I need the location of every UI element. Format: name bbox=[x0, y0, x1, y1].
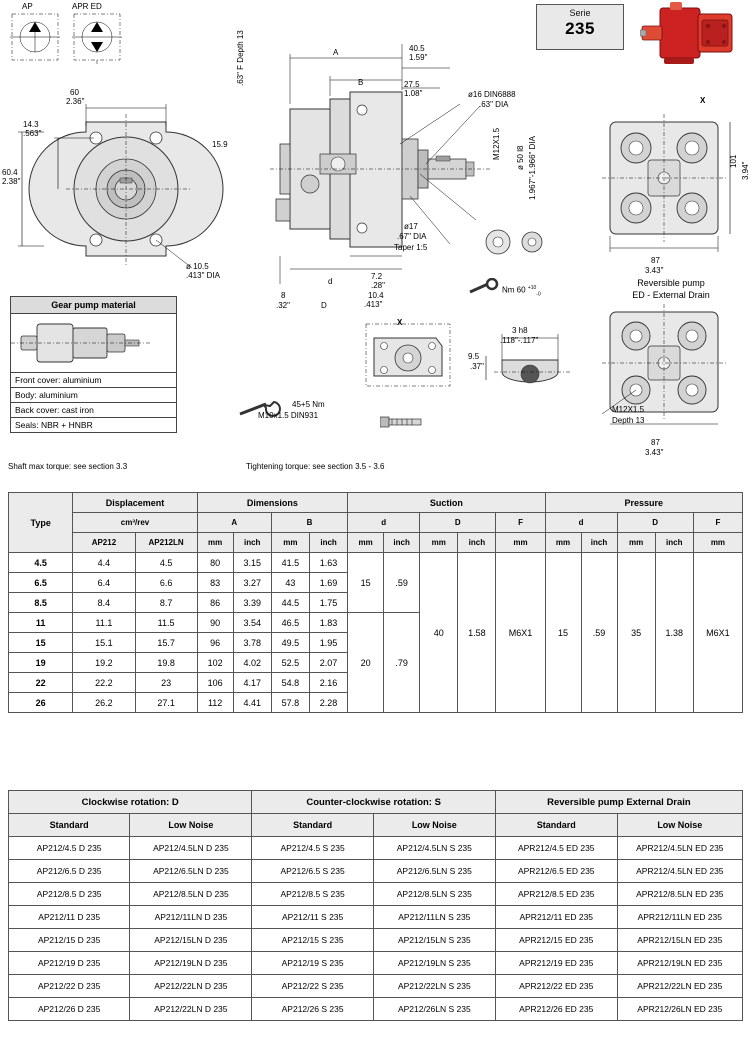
cell-suction-F: M6X1 bbox=[496, 553, 545, 713]
code-ccw-lownoise: AP212/19LN S 235 bbox=[373, 952, 495, 975]
code-ccw-lownoise: AP212/6.5LN S 235 bbox=[373, 860, 495, 883]
dim-nm60: Nm 60 $^{+10}_{-0}$ bbox=[502, 285, 541, 298]
serie-number: 235 bbox=[565, 19, 595, 38]
th-sD-mm: mm bbox=[420, 533, 458, 553]
cell-a-inch: 3.54 bbox=[233, 613, 271, 633]
cell-ap212: 8.4 bbox=[73, 593, 135, 613]
code-ccw-standard: AP212/6.5 S 235 bbox=[252, 860, 373, 883]
th-counterclockwise: Counter-clockwise rotation: S bbox=[252, 791, 495, 814]
code-cw-standard: AP212/11 D 235 bbox=[9, 906, 130, 929]
cell-b-mm: 52.5 bbox=[271, 653, 309, 673]
dim-hole-413: .413" DIA bbox=[186, 271, 220, 280]
label-X-right: X bbox=[700, 96, 706, 105]
dim-343in: 3.43" bbox=[645, 266, 664, 275]
th-A: A bbox=[197, 513, 271, 533]
code-cw-lownoise: AP212/8.5LN D 235 bbox=[130, 883, 252, 906]
dim-1967dia: 1.967"-1.966" DIA bbox=[528, 136, 537, 200]
th-dimensions: Dimensions bbox=[197, 493, 348, 513]
cell-type: 6.5 bbox=[9, 573, 73, 593]
dim-o50-l8: ø 50 l8 bbox=[516, 145, 525, 170]
material-row-body: Body: aluminium bbox=[11, 388, 176, 403]
dim-hole-105: ø 10.5 bbox=[186, 262, 209, 271]
cell-b-mm: 46.5 bbox=[271, 613, 309, 633]
code-rev-lownoise: APR212/26LN ED 235 bbox=[617, 998, 742, 1021]
cell-ap212: 26.2 bbox=[73, 693, 135, 713]
reversible-pump-caption: Reversible pump bbox=[637, 278, 705, 288]
th-pD-mm: mm bbox=[617, 533, 655, 553]
cell-pressure-d-in: .59 bbox=[581, 553, 617, 713]
cell-ap212ln: 23 bbox=[135, 673, 197, 693]
material-illustration bbox=[11, 314, 176, 373]
x-detail-drawing bbox=[362, 320, 462, 400]
th-pressure-D: D bbox=[617, 513, 693, 533]
code-ccw-standard: AP212/11 S 235 bbox=[252, 906, 373, 929]
dim-413in2: .413" bbox=[364, 300, 383, 309]
cell-a-inch: 4.41 bbox=[233, 693, 271, 713]
material-row-seals: Seals: NBR + HNBR bbox=[15, 420, 93, 430]
code-rev-standard: APR212/11 ED 235 bbox=[495, 906, 617, 929]
material-row-front-cover: Front cover: aluminium bbox=[11, 373, 176, 388]
code-ccw-lownoise: AP212/26LN S 235 bbox=[373, 998, 495, 1021]
label-X-section: X bbox=[397, 318, 403, 327]
material-row-back-cover: Back cover: cast iron bbox=[11, 403, 176, 418]
dim-A: A bbox=[333, 48, 339, 57]
list-item bbox=[9, 952, 743, 975]
code-rev-standard: APR212/26 ED 235 bbox=[495, 998, 617, 1021]
material-title: Gear pump material bbox=[11, 297, 176, 314]
th-type: Type bbox=[9, 493, 73, 553]
cell-ap212ln: 11.5 bbox=[135, 613, 197, 633]
code-ccw-lownoise: AP212/15LN S 235 bbox=[373, 929, 495, 952]
th-clockwise: Clockwise rotation: D bbox=[9, 791, 252, 814]
cell-ap212ln: 19.8 bbox=[135, 653, 197, 673]
code-rev-lownoise: APR212/19LN ED 235 bbox=[617, 952, 742, 975]
code-cw-lownoise: AP212/19LN D 235 bbox=[130, 952, 252, 975]
cell-ap212: 6.4 bbox=[73, 573, 135, 593]
code-rev-standard: APR212/6.5 ED 235 bbox=[495, 860, 617, 883]
th-rev-lownoise: Low Noise bbox=[617, 814, 742, 837]
cell-type: 15 bbox=[9, 633, 73, 653]
cell-type: 26 bbox=[9, 693, 73, 713]
cell-b-inch: 1.83 bbox=[309, 613, 347, 633]
cell-b-mm: 43 bbox=[271, 573, 309, 593]
dim-60: 60 bbox=[70, 88, 79, 97]
specification-table bbox=[8, 492, 743, 713]
dim-m12x15: M12X1.5 bbox=[492, 127, 501, 160]
dim-87-ed: 87 bbox=[651, 438, 660, 447]
side-section-drawing bbox=[250, 44, 550, 309]
code-ccw-lownoise: AP212/11LN S 235 bbox=[373, 906, 495, 929]
code-ccw-standard: AP212/22 S 235 bbox=[252, 975, 373, 998]
dim-o17: ø17 bbox=[404, 222, 418, 231]
cell-suction-d-in-1: .59 bbox=[384, 553, 420, 613]
dim-32in: .32" bbox=[276, 301, 290, 310]
cell-ap212ln: 8.7 bbox=[135, 593, 197, 613]
dim-72: 7.2 bbox=[371, 272, 383, 281]
dim-159f: 15.9 bbox=[212, 140, 228, 149]
dim-o16-din6888: ø16 DIN6888 bbox=[468, 90, 516, 99]
th-b-inch: inch bbox=[309, 533, 347, 553]
cell-ap212ln: 4.5 bbox=[135, 553, 197, 573]
code-rev-lownoise: APR212/15LN ED 235 bbox=[617, 929, 742, 952]
cell-a-mm: 102 bbox=[197, 653, 233, 673]
th-ccw-lownoise: Low Noise bbox=[373, 814, 495, 837]
code-cw-lownoise: AP212/15LN D 235 bbox=[130, 929, 252, 952]
th-b-mm: mm bbox=[271, 533, 309, 553]
cell-a-inch: 3.78 bbox=[233, 633, 271, 653]
dim-118-117: .118"-.117" bbox=[500, 336, 539, 345]
ordering-code-table bbox=[8, 790, 743, 1021]
code-rev-standard: APR212/22 ED 235 bbox=[495, 975, 617, 998]
cell-a-inch: 4.17 bbox=[233, 673, 271, 693]
hydraulic-symbols bbox=[10, 12, 140, 64]
code-cw-lownoise: AP212/4.5LN D 235 bbox=[130, 837, 252, 860]
dim-m10-din931: M10x1.5 DIN931 bbox=[258, 411, 319, 420]
th-suction-F: F bbox=[496, 513, 545, 533]
symbol-ap-label: AP bbox=[22, 2, 33, 11]
code-cw-lownoise: AP212/6.5LN D 235 bbox=[130, 860, 252, 883]
rear-view-drawing bbox=[596, 108, 736, 258]
th-B: B bbox=[271, 513, 347, 533]
dim-D: D bbox=[321, 301, 327, 310]
th-pressure-d: d bbox=[545, 513, 617, 533]
code-ccw-lownoise: AP212/4.5LN S 235 bbox=[373, 837, 495, 860]
th-displacement-label: Displacement bbox=[105, 497, 165, 508]
th-suction: Suction bbox=[348, 493, 545, 513]
note-tightening-torque: Tightening torque: see section 3.5 - 3.6 bbox=[246, 462, 385, 471]
cell-ap212ln: 6.6 bbox=[135, 573, 197, 593]
cell-suction-d-mm-1: 15 bbox=[348, 553, 384, 613]
cell-ap212: 11.1 bbox=[73, 613, 135, 633]
code-ccw-lownoise: AP212/22LN S 235 bbox=[373, 975, 495, 998]
code-rev-lownoise: APR212/4.5LN ED 235 bbox=[617, 837, 742, 860]
dim-87: 87 bbox=[651, 256, 660, 265]
cell-suction-d-mm-2: 20 bbox=[348, 613, 384, 713]
th-sF-mm: mm bbox=[496, 533, 545, 553]
code-rev-standard: APR212/19 ED 235 bbox=[495, 952, 617, 975]
cell-b-inch: 2.07 bbox=[309, 653, 347, 673]
cell-a-inch: 3.15 bbox=[233, 553, 271, 573]
table-row bbox=[9, 553, 743, 573]
list-item bbox=[9, 998, 743, 1021]
cell-ap212: 15.1 bbox=[73, 633, 135, 653]
cell-pressure-d-mm: 15 bbox=[545, 553, 581, 713]
th-suction-d: d bbox=[348, 513, 420, 533]
cell-a-mm: 80 bbox=[197, 553, 233, 573]
cell-type: 22 bbox=[9, 673, 73, 693]
cell-ap212: 22.2 bbox=[73, 673, 135, 693]
code-ccw-standard: AP212/4.5 S 235 bbox=[252, 837, 373, 860]
cell-a-mm: 90 bbox=[197, 613, 233, 633]
cell-ap212ln: 15.7 bbox=[135, 633, 197, 653]
cell-pressure-D-mm: 35 bbox=[617, 553, 655, 713]
code-ccw-standard: AP212/19 S 235 bbox=[252, 952, 373, 975]
cell-b-inch: 1.95 bbox=[309, 633, 347, 653]
cell-a-inch: 3.39 bbox=[233, 593, 271, 613]
dim-104: 10.4 bbox=[368, 291, 384, 300]
th-pF-mm: mm bbox=[693, 533, 742, 553]
list-item bbox=[9, 837, 743, 860]
dim-8: 8 bbox=[281, 291, 286, 300]
cell-b-mm: 49.5 bbox=[271, 633, 309, 653]
code-rev-lownoise: APR212/8.5LN ED 235 bbox=[617, 883, 742, 906]
cell-b-inch: 1.69 bbox=[309, 573, 347, 593]
th-suction-D: D bbox=[420, 513, 496, 533]
cell-a-mm: 112 bbox=[197, 693, 233, 713]
dim-67dia: .67" DIA bbox=[397, 232, 427, 241]
code-ccw-lownoise: AP212/8.5LN S 235 bbox=[373, 883, 495, 906]
code-cw-lownoise: AP212/22LN D 235 bbox=[130, 975, 252, 998]
dim-95: 9.5 bbox=[468, 352, 480, 361]
th-ccw-standard: Standard bbox=[252, 814, 373, 837]
code-cw-standard: AP212/22 D 235 bbox=[9, 975, 130, 998]
cell-type: 19 bbox=[9, 653, 73, 673]
cell-type: 8.5 bbox=[9, 593, 73, 613]
cell-b-inch: 2.16 bbox=[309, 673, 347, 693]
dim-405: 40.5 bbox=[409, 44, 425, 53]
dim-3h8: 3 h8 bbox=[512, 326, 528, 335]
dim-depth13: Depth 13 bbox=[612, 416, 645, 425]
code-ccw-standard: AP212/8.5 S 235 bbox=[252, 883, 373, 906]
code-rev-lownoise: APR212/11LN ED 235 bbox=[617, 906, 742, 929]
th-sD-inch: inch bbox=[458, 533, 496, 553]
cell-a-inch: 4.02 bbox=[233, 653, 271, 673]
dim-B: B bbox=[358, 78, 364, 87]
cell-suction-D-mm: 40 bbox=[420, 553, 458, 713]
dim-108in: 1.08" bbox=[404, 89, 423, 98]
dim-236in: 2.36" bbox=[66, 97, 85, 106]
dim-d: d bbox=[328, 277, 333, 286]
code-cw-standard: AP212/6.5 D 235 bbox=[9, 860, 130, 883]
note-shaft-torque: Shaft max torque: see section 3.3 bbox=[8, 462, 128, 471]
th-pd-mm: mm bbox=[545, 533, 581, 553]
cell-ap212: 19.2 bbox=[73, 653, 135, 673]
cell-b-inch: 1.63 bbox=[309, 553, 347, 573]
th-a-mm: mm bbox=[197, 533, 233, 553]
cell-ap212: 4.4 bbox=[73, 553, 135, 573]
cell-pressure-D-in: 1.38 bbox=[655, 553, 693, 713]
code-rev-lownoise: APR212/4.5LN ED 235 bbox=[617, 860, 742, 883]
th-reversible: Reversible pump External Drain bbox=[495, 791, 742, 814]
list-item bbox=[9, 975, 743, 998]
code-rev-standard: APR212/8.5 ED 235 bbox=[495, 883, 617, 906]
th-ap212: AP212 bbox=[73, 533, 135, 553]
th-cw-standard: Standard bbox=[9, 814, 130, 837]
list-item bbox=[9, 929, 743, 952]
dim-563in: .563" bbox=[23, 129, 42, 138]
dim-63-depth13: .63" F Depth 13 bbox=[236, 30, 245, 86]
dim-343in-ed: 3.43" bbox=[645, 448, 664, 457]
list-item bbox=[9, 906, 743, 929]
cell-b-mm: 54.8 bbox=[271, 673, 309, 693]
th-sd-mm: mm bbox=[348, 533, 384, 553]
th-pD-inch: inch bbox=[655, 533, 693, 553]
cell-a-mm: 96 bbox=[197, 633, 233, 653]
serie-label: Serie bbox=[569, 8, 591, 18]
cell-a-mm: 83 bbox=[197, 573, 233, 593]
cell-pressure-F: M6X1 bbox=[693, 553, 742, 713]
dim-604: 60.4 bbox=[2, 168, 18, 177]
th-sd-inch: inch bbox=[384, 533, 420, 553]
th-displacement bbox=[73, 493, 197, 513]
th-pressure: Pressure bbox=[545, 493, 742, 513]
cell-a-mm: 86 bbox=[197, 593, 233, 613]
code-cw-standard: AP212/8.5 D 235 bbox=[9, 883, 130, 906]
code-cw-lownoise: AP212/11LN D 235 bbox=[130, 906, 252, 929]
code-cw-standard: AP212/15 D 235 bbox=[9, 929, 130, 952]
dim-275: 27.5 bbox=[404, 80, 420, 89]
cell-suction-d-in-2: .79 bbox=[384, 613, 420, 713]
dim-37in: .37" bbox=[470, 362, 484, 371]
dim-394in: 3.94" bbox=[741, 161, 750, 180]
list-item bbox=[9, 883, 743, 906]
pump-outline-icon bbox=[11, 314, 176, 372]
th-displacement-unit: cm³/rev bbox=[73, 513, 197, 533]
code-ccw-standard: AP212/15 S 235 bbox=[252, 929, 373, 952]
th-cw-lownoise: Low Noise bbox=[130, 814, 252, 837]
front-view-drawing bbox=[14, 86, 234, 286]
cell-type: 4.5 bbox=[9, 553, 73, 573]
cell-b-inch: 1.75 bbox=[309, 593, 347, 613]
code-cw-standard: AP212/4.5 D 235 bbox=[9, 837, 130, 860]
cell-suction-D-in: 1.58 bbox=[458, 553, 496, 713]
external-drain-caption: ED - External Drain bbox=[632, 290, 710, 300]
code-rev-standard: APR212/15 ED 235 bbox=[495, 929, 617, 952]
dim-28in: .28" bbox=[371, 281, 385, 290]
wrench-icon bbox=[468, 278, 504, 298]
dim-63dia: .63" DIA bbox=[479, 100, 509, 109]
cell-a-inch: 3.27 bbox=[233, 573, 271, 593]
code-rev-lownoise: APR212/22LN ED 235 bbox=[617, 975, 742, 998]
dim-159in: 1.59" bbox=[409, 53, 428, 62]
list-item bbox=[9, 860, 743, 883]
cell-a-mm: 106 bbox=[197, 673, 233, 693]
th-rev-standard: Standard bbox=[495, 814, 617, 837]
cell-b-inch: 2.28 bbox=[309, 693, 347, 713]
th-pd-inch: inch bbox=[581, 533, 617, 553]
th-ap212ln: AP212LN bbox=[135, 533, 197, 553]
code-cw-standard: AP212/19 D 235 bbox=[9, 952, 130, 975]
cell-ap212ln: 27.1 bbox=[135, 693, 197, 713]
th-a-inch: inch bbox=[233, 533, 271, 553]
dim-101: 101 bbox=[729, 154, 738, 168]
cell-type: 11 bbox=[9, 613, 73, 633]
symbol-apred-label: APR ED bbox=[72, 2, 102, 11]
dim-45plus5nm: 45+5 Nm bbox=[292, 400, 325, 409]
dim-143: 14.3 bbox=[23, 120, 39, 129]
cell-b-mm: 57.8 bbox=[271, 693, 309, 713]
th-pressure-F: F bbox=[693, 513, 742, 533]
code-cw-lownoise: AP212/22LN D 235 bbox=[130, 998, 252, 1021]
dim-taper15: Taper 1:5 bbox=[394, 243, 428, 252]
cell-b-mm: 41.5 bbox=[271, 553, 309, 573]
product-photo bbox=[640, 2, 748, 74]
bolt-icon bbox=[380, 412, 426, 432]
dim-m12x15-ed: M12X1.5 bbox=[612, 405, 645, 414]
code-rev-standard: APR212/4.5 ED 235 bbox=[495, 837, 617, 860]
code-cw-standard: AP212/26 D 235 bbox=[9, 998, 130, 1021]
dim-238in: 2.38" bbox=[2, 177, 21, 186]
gear-pump-material-table bbox=[10, 296, 177, 433]
cell-b-mm: 44.5 bbox=[271, 593, 309, 613]
code-ccw-standard: AP212/26 S 235 bbox=[252, 998, 373, 1021]
